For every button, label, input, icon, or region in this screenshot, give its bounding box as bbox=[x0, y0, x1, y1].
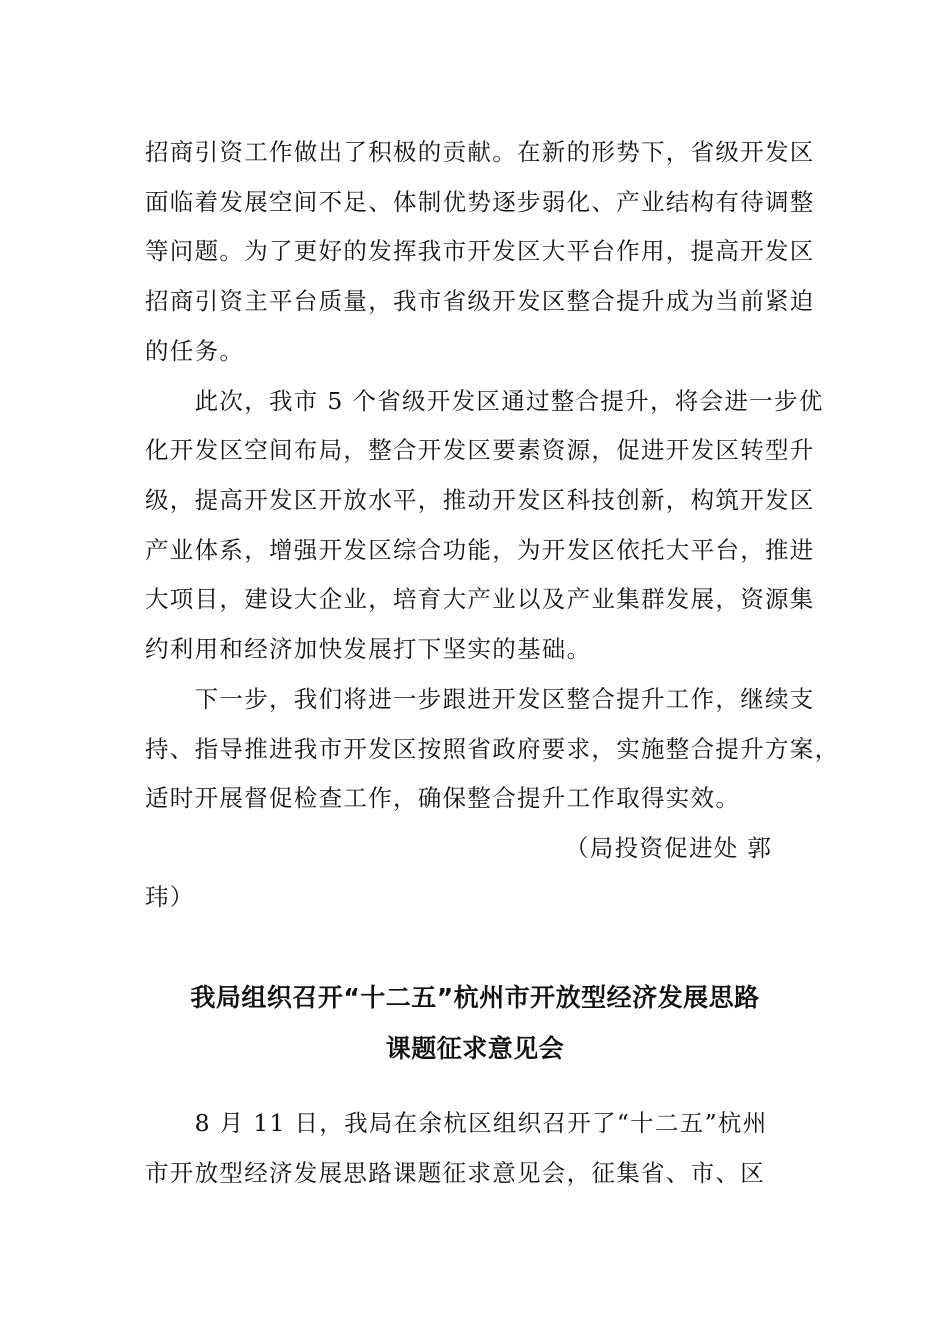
body-text-line: 大项目，建设大企业，培育大产业以及产业集群发展，资源集 bbox=[145, 585, 815, 613]
article-title-line: 课题征求意见会 bbox=[385, 1034, 565, 1063]
author-attribution-continued: 玮） bbox=[145, 883, 195, 911]
body-text-line: 化开发区空间布局，整合开发区要素资源，促进开发区转型升 bbox=[145, 436, 815, 464]
body-text-line: 适时开展督促检查工作，确保整合提升工作取得实效。 bbox=[145, 784, 741, 812]
body-text-line: 招商引资主平台质量，我市省级开发区整合提升成为当前紧迫 bbox=[145, 287, 815, 315]
body-text-line: 持、指导推进我市开发区按照省政府要求，实施整合提升方案， bbox=[145, 735, 840, 763]
body-text-line: 8 月 11 日，我局在余杭区组织召开了“十二五”杭州 bbox=[145, 1109, 768, 1137]
body-text-line: 等问题。为了更好的发挥我市开发区大平台作用，提高开发区 bbox=[145, 237, 815, 265]
body-text-line: 约利用和经济加快发展打下坚实的基础。 bbox=[145, 635, 592, 663]
body-text-line: 产业体系，增强开发区综合功能，为开发区依托大平台，推进 bbox=[145, 536, 815, 564]
body-text-line: 的任务。 bbox=[145, 337, 245, 365]
article-title-line: 我局组织召开“十二五”杭州市开放型经济发展思路 bbox=[190, 983, 760, 1012]
body-text-line: 此次，我市 5 个省级开发区通过整合提升，将会进一步优 bbox=[145, 387, 824, 415]
body-text-line: 招商引资工作做出了积极的贡献。在新的形势下，省级开发区 bbox=[145, 138, 815, 166]
body-text-line: 下一步，我们将进一步跟进开发区整合提升工作，继续支 bbox=[145, 685, 815, 713]
body-text-line: 市开放型经济发展思路课题征求意见会，征集省、市、区 bbox=[145, 1159, 765, 1187]
body-text-line: 级，提高开发区开放水平，推动开发区科技创新，构筑开发区 bbox=[145, 486, 815, 514]
body-text-line: 面临着发展空间不足、体制优势逐步弱化、产业结构有待调整 bbox=[145, 188, 815, 216]
author-attribution: （局投资促进处 郭 bbox=[565, 834, 773, 862]
